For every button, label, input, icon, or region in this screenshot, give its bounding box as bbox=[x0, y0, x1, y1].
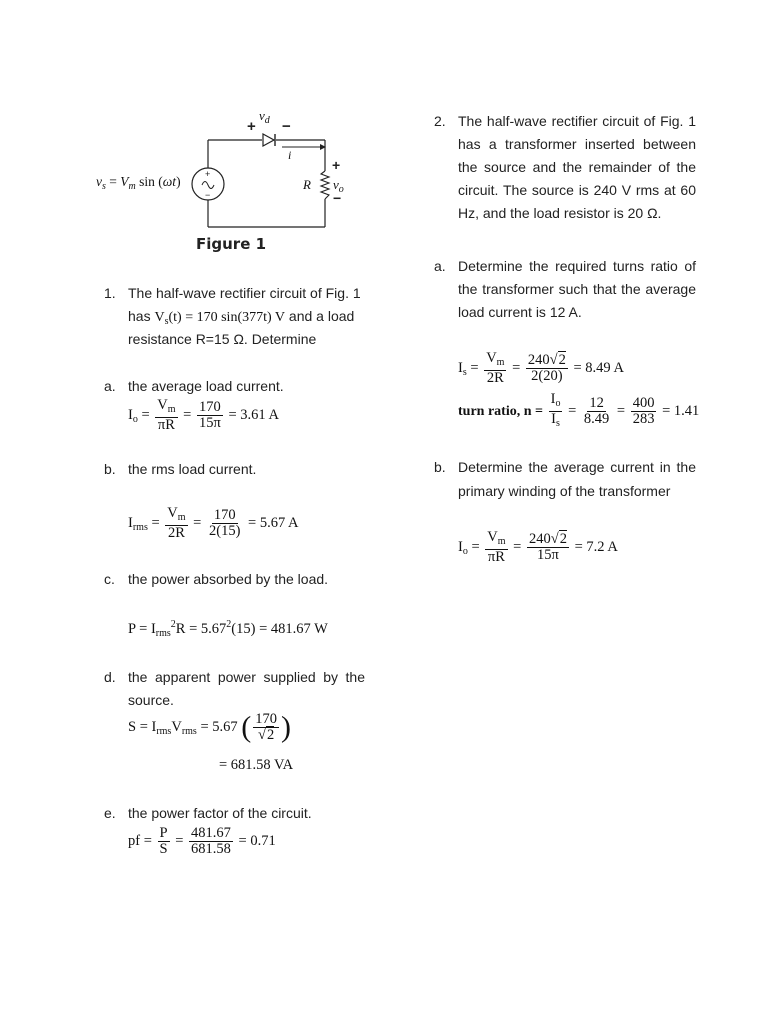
svg-text:+: + bbox=[205, 169, 211, 179]
q1d-label: d. bbox=[104, 669, 116, 685]
q2b-text-line1: Determine the average current in the bbox=[458, 459, 696, 475]
q1c-equation: $P = I_{rms}^2R = 5.67^2(15) = 481.67$ W bbox=[128, 619, 328, 639]
q2a-text-line1: Determine the required turns ratio of bbox=[458, 258, 696, 274]
diode-voltage-label: $v_d$ bbox=[259, 108, 270, 126]
q1a-label: a. bbox=[104, 378, 116, 394]
q2-text-line5: Hz, and the load resistor is 20 Ω. bbox=[458, 205, 662, 221]
q2-number: 2. bbox=[434, 113, 446, 129]
q1a-text: the average load current. bbox=[128, 378, 284, 394]
resistor-label: R bbox=[303, 177, 311, 192]
q1-text-line1: The half-wave rectifier circuit of Fig. 1 bbox=[128, 285, 361, 301]
output-voltage-label: $v_o$ bbox=[333, 177, 344, 195]
resistor-symbol bbox=[321, 171, 329, 199]
q1-text-line2: has $V_s(t) = 170$ sin(377t) V and a load bbox=[128, 308, 355, 327]
diode-plus-sign: + bbox=[247, 118, 256, 135]
output-minus-sign: − bbox=[333, 190, 342, 206]
q1c-label: c. bbox=[104, 571, 115, 587]
q2-text-line2: has a transformer inserted between bbox=[458, 136, 696, 152]
q2a-text-line3: load current is 12 A. bbox=[458, 304, 582, 320]
ac-source-symbol bbox=[192, 168, 224, 200]
diode-symbol bbox=[263, 134, 275, 146]
q1b-text: the rms load current. bbox=[128, 461, 257, 477]
q1d-text-line2: source. bbox=[128, 692, 174, 708]
q2-text-line4: circuit. The source is 240 V rms at 60 bbox=[458, 182, 696, 198]
q1e-equation: pf = $\frac{P}{S}$ = $\frac{481.67}{681.58}$ = 0.71 bbox=[128, 825, 276, 857]
svg-text:−: − bbox=[205, 190, 211, 200]
q1d-equation: $S = I_{rms}V_{rms} = 5.67$ ( $\frac{170}{√2}$ ) bbox=[128, 710, 291, 744]
figure-caption: Figure 1 bbox=[196, 235, 267, 253]
q2b-equation: $I_o$ = $\frac{V_m}{\pi R}$ = $\frac{240√2}{15\pi}$ = 7.2 A bbox=[458, 529, 618, 565]
q1d-result: = 681.58 VA bbox=[219, 757, 294, 773]
q1e-text: the power factor of the circuit. bbox=[128, 805, 312, 821]
q2a-label: a. bbox=[434, 258, 446, 274]
q1b-label: b. bbox=[104, 461, 116, 477]
q2a-equation-2: turn ratio, n = $\frac{I_o}{I_s}$ = $\frac{12}{8.49}$ = $\frac{400}{283}$ = 1.41 bbox=[458, 391, 700, 429]
q2-text-line3: the source and the remainder of the bbox=[458, 159, 696, 175]
q2a-equation-1: $I_s$ = $\frac{V_m}{2R}$ = $\frac{240√2}{2(20)}$ = 8.49 A bbox=[458, 350, 624, 386]
q1d-text-line1: the apparent power supplied by the bbox=[128, 669, 365, 685]
q1a-equation: $I_o$ = $\frac{V_m}{\pi R}$ = $\frac{170}{15\pi}$ = 3.61 A bbox=[128, 397, 279, 433]
q1-number: 1. bbox=[104, 285, 116, 301]
circuit-diagram bbox=[90, 105, 360, 235]
diode-minus-sign: − bbox=[282, 118, 291, 135]
source-label: $v_s = V_m$ sin (ωt) bbox=[96, 174, 181, 192]
q2a-text-line2: the transformer such that the average bbox=[458, 281, 696, 297]
q2b-label: b. bbox=[434, 459, 446, 475]
current-label: i bbox=[288, 148, 292, 162]
q1b-equation: $I_{rms}$ = $\frac{V_m}{2R}$ = $\frac{170}{2(15)}$ = 5.67 A bbox=[128, 505, 299, 541]
q2b-text-line2: primary winding of the transformer bbox=[458, 483, 671, 499]
q2-text-line1: The half-wave rectifier circuit of Fig. 1 bbox=[458, 113, 696, 129]
q1-text-line3: resistance R=15 Ω. Determine bbox=[128, 331, 317, 347]
q1e-label: e. bbox=[104, 805, 116, 821]
output-plus-sign: + bbox=[332, 157, 341, 173]
q1c-text: the power absorbed by the load. bbox=[128, 571, 329, 587]
